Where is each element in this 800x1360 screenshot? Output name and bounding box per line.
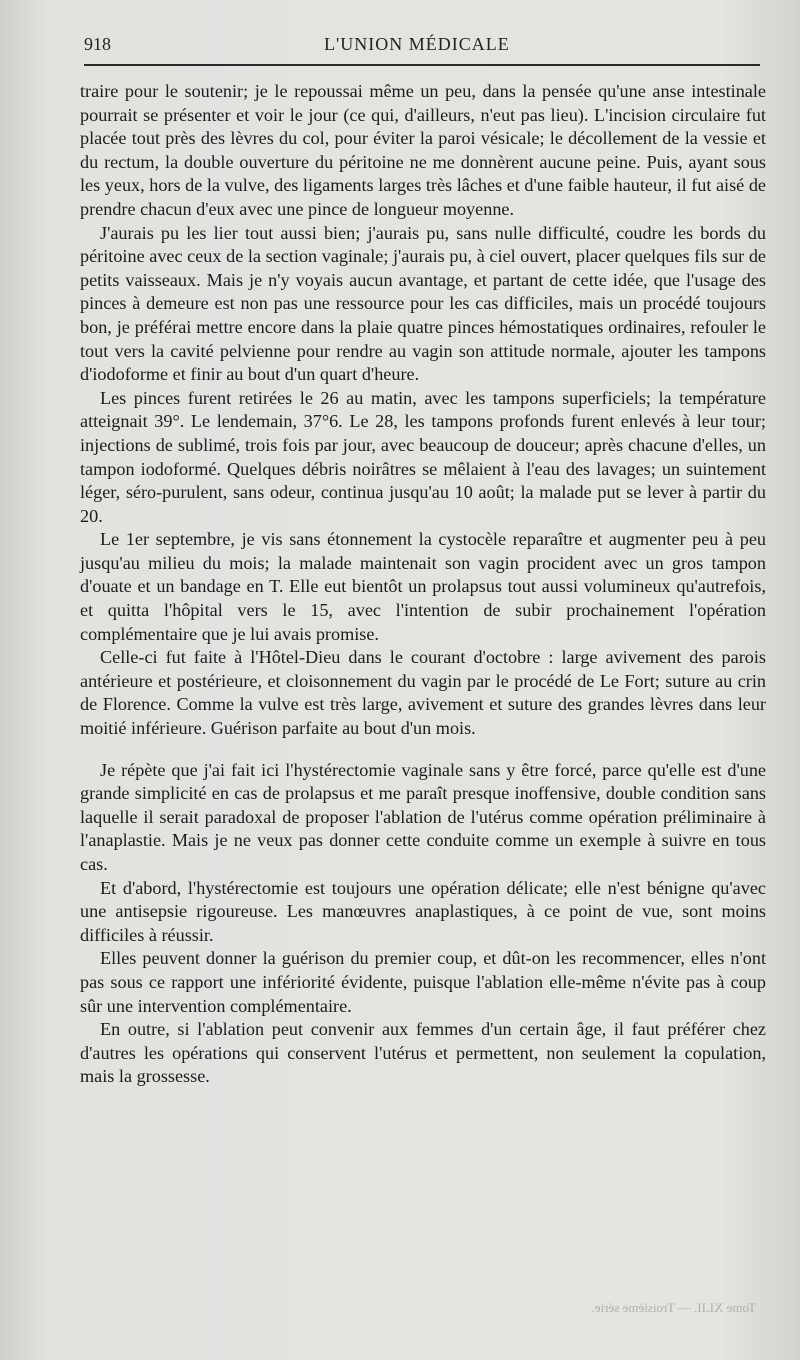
paragraph: Et d'abord, l'hystérectomie est toujours une opération délicate; elle n'est bénigne qu'avec une antisepsie rigoureuse. Les manœuvres anaplastiques, à ce point de vue, sont moins difficiles à réussir. bbox=[80, 877, 766, 945]
paragraph: Elles peuvent donner la guérison du premier coup, et dût-on les recommencer, elles n'ont pas sous ce rapport une infériorité évidente, puisque l'ablation elle-même n'évite pas à coup sûr une intervention complémentaire. bbox=[80, 948, 766, 1016]
paragraph: traire pour le soutenir; je le repoussai même un peu, dans la pensée qu'une anse intestinale pourrait se présenter et voir le jour (ce qui, d'ailleurs, n'eut pas lieu). L'incision circulaire fut placée tout près des lèvres du col, pour éviter la paroi vésicale; le décollement de la vessie et du rectum, la double ouverture du péritoine ne me donnèrent aucune peine. Puis, ayant sous les yeux, hors de la vulve, des ligaments larges très lâches et d'une faible hauteur, il fut aisé de prendre chacun d'eux avec une pince de longueur moyenne. bbox=[80, 81, 766, 219]
paragraph: Celle-ci fut faite à l'Hôtel-Dieu dans le courant d'octobre : large avivement des parois antérieure et postérieure, et cloisonnement du vagin par le procédé de Le Fort; suture au crin de Florence. Comme la vulve est très large, avivement et suture des grandes lèvres dans leur moitié inférieure. Guérison parfaite au bout d'un mois. bbox=[80, 647, 766, 739]
paragraph: J'aurais pu les lier tout aussi bien; j'aurais pu, sans nulle difficulté, coudre les bords du péritoine avec ceux de la section vaginale; j'aurais pu, à ciel ouvert, placer quelques fils sur de petits vaisseaux. Mais je n'y voyais aucun avantage, et partant de cette idée, que l'usage des pinces à demeure est non pas une ressource pour les cas difficiles, mais un procédé toujours bon, je préférai mettre encore dans la plaie quatre pinces hémostatiques ordinaires, refouler le tout vers la cavité pelvienne pour rendre au vagin son attitude normale, ajouter les tampons d'iodoforme et finir au bout d'un quart d'heure. bbox=[80, 222, 766, 385]
paragraph: Le 1er septembre, je vis sans étonnement la cystocèle reparaître et augmenter peu à peu jusqu'au milieu du mois; la malade maintenait son vagin procident avec un gros tampon d'ouate et un bandage en T. Elle eut bientôt un prolapsus tout aussi volumineux qu'autrefois, et quitta l'hôpital vers le 15, avec l'intention de subir prochainement l'opération complémentaire que je lui avais promise. bbox=[80, 529, 766, 644]
running-title: L'UNION MÉDICALE bbox=[324, 34, 510, 54]
paragraph: Les pinces furent retirées le 26 au matin, avec les tampons superficiels; la température atteignait 39°. Le lendemain, 37°6. Le 28, les tampons profonds furent enlevés à leur tour; injections de sublimé, trois fois par jour, avec beaucoup de douceur; après chacune d'elles, un tampon iodoformé. Quelques débris noirâtres se mêlaient à l'eau des lavages; un suintement léger, séro-purulent, sans odeur, continua jusqu'au 10 août; la malade put se lever à partir du 20. bbox=[80, 387, 766, 526]
page-header bbox=[84, 30, 760, 64]
page-number: 918 bbox=[84, 34, 111, 54]
body-text bbox=[80, 80, 766, 1089]
header-rule bbox=[84, 64, 760, 66]
paragraph: Je répète que j'ai fait ici l'hystérectomie vaginale sans y être forcé, parce qu'elle est d'une grande simplicité en cas de prolapsus et me paraît presque inoffensive, double condition sans laquelle il serait paradoxal de proposer l'ablation de l'utérus comme opération préliminaire à l'anaplastie. Mais je ne veux pas donner cette conduite comme un exemple à suivre en tous cas. bbox=[80, 759, 766, 874]
bleed-through-footer: Tome XLII. — Troisième série. bbox=[591, 1300, 756, 1315]
paragraph: En outre, si l'ablation peut convenir aux femmes d'un certain âge, il faut préférer chez d'autres les opérations qui conservent l'utérus et permettent, non seulement la copulation, mais la grossesse. bbox=[80, 1019, 766, 1087]
